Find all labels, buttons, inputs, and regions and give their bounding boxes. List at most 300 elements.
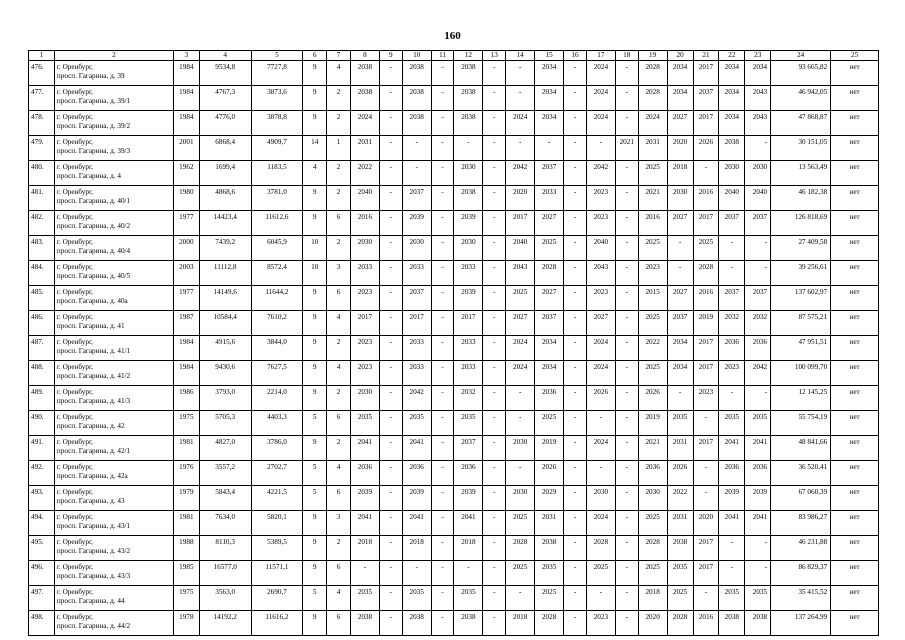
address-street: просп. Гагарина, д. 40/1 (56, 197, 131, 205)
table-cell: 2041 (350, 436, 379, 461)
address-city: г. Оренбург, (56, 63, 93, 71)
table-cell: 2027 (667, 286, 693, 311)
address-cell (54, 461, 173, 486)
table-cell: - (431, 186, 454, 211)
address-cell (54, 486, 173, 511)
table-cell: 46 942,05 (771, 86, 831, 111)
table-cell: 4 (327, 461, 351, 486)
table-cell: 55 754,19 (771, 411, 831, 436)
table-cell: 2041 (454, 511, 483, 536)
table-cell: 2033 (454, 361, 483, 386)
table-cell: 1979 (173, 486, 199, 511)
table-cell: 2019 (693, 311, 719, 336)
row-number: 496. (29, 561, 55, 586)
table-cell: 2024 (586, 361, 615, 386)
table-cell: 2017 (693, 436, 719, 461)
table-cell: - (615, 286, 638, 311)
address-city: г. Оренбург, (56, 363, 93, 371)
table-cell: 2035 (454, 411, 483, 436)
row-number: 498. (29, 611, 55, 636)
table-cell: - (483, 611, 506, 636)
address-city: г. Оренбург, (56, 463, 93, 471)
table-cell: 2035 (350, 411, 379, 436)
address-street: просп. Гагарина, д. 40а (56, 297, 128, 305)
table-cell: - (564, 361, 587, 386)
table-cell: 2030 (719, 161, 745, 186)
column-header: 6 (303, 51, 327, 61)
table-cell: 2024 (350, 111, 379, 136)
table-cell: 2003 (173, 261, 199, 286)
table-cell: 2033 (350, 261, 379, 286)
address-cell (54, 311, 173, 336)
table-cell: 2028 (638, 536, 667, 561)
table-cell: - (431, 211, 454, 236)
table-row (29, 561, 879, 586)
table-cell: 9 (303, 436, 327, 461)
table-cell: 9534,8 (199, 61, 251, 86)
table-cell: 2034 (535, 86, 564, 111)
table-cell: нет (831, 186, 879, 211)
address-city: г. Оренбург, (56, 188, 93, 196)
table-cell: - (483, 511, 506, 536)
table-cell: 2036 (454, 461, 483, 486)
table-cell: - (431, 161, 454, 186)
table-cell: - (615, 161, 638, 186)
table-cell: - (454, 136, 483, 161)
table-cell: 2022 (667, 486, 693, 511)
table-cell: нет (831, 336, 879, 361)
table-cell: 2030 (638, 486, 667, 511)
table-cell: - (431, 111, 454, 136)
address-city: г. Оренбург, (56, 313, 93, 321)
table-cell: 2030 (350, 236, 379, 261)
address-cell (54, 161, 173, 186)
page-number: 160 (444, 30, 461, 42)
table-cell: 2030 (745, 161, 771, 186)
table-cell: 2035 (402, 411, 431, 436)
table-cell: - (719, 236, 745, 261)
table-cell: нет (831, 386, 879, 411)
table-cell: - (483, 211, 506, 236)
table-cell: 10 (303, 236, 327, 261)
table-cell: - (402, 136, 431, 161)
table-cell: 2032 (745, 311, 771, 336)
column-header: 11 (431, 51, 454, 61)
table-cell: нет (831, 511, 879, 536)
table-cell: - (431, 86, 454, 111)
table-cell: 3563,0 (199, 586, 251, 611)
table-cell: 2017 (693, 111, 719, 136)
table-cell: - (564, 261, 587, 286)
address-cell (54, 386, 173, 411)
table-cell: - (431, 436, 454, 461)
address-city: г. Оренбург, (56, 388, 93, 396)
table-cell: 2043 (745, 86, 771, 111)
table-row (29, 436, 879, 461)
row-number: 483. (29, 236, 55, 261)
table-cell: 2021 (615, 136, 638, 161)
table-cell: 2017 (506, 211, 535, 236)
table-cell: 67 060,39 (771, 486, 831, 511)
table-cell: - (483, 336, 506, 361)
table-cell: 2034 (719, 111, 745, 136)
table-cell: - (431, 611, 454, 636)
table-cell: - (506, 411, 535, 436)
table-cell: 1986 (173, 386, 199, 411)
table-cell: 9 (303, 286, 327, 311)
table-cell: 2 (327, 336, 351, 361)
table-cell: 2030 (454, 161, 483, 186)
table-cell: 1976 (173, 461, 199, 486)
table-cell: 2036 (350, 461, 379, 486)
table-cell: 2020 (506, 186, 535, 211)
table-cell: 4827,0 (199, 436, 251, 461)
table-cell: 2030 (667, 186, 693, 211)
table-cell: 2039 (402, 486, 431, 511)
table-cell: 2033 (454, 261, 483, 286)
table-cell: 47 951,51 (771, 336, 831, 361)
table-cell: 2027 (535, 211, 564, 236)
table-cell: 2043 (586, 261, 615, 286)
table-cell: 126 818,69 (771, 211, 831, 236)
address-city: г. Оренбург, (56, 338, 93, 346)
table-cell: 2035 (745, 411, 771, 436)
table-cell: 2035 (667, 561, 693, 586)
table-cell: 3 (327, 511, 351, 536)
table-row (29, 111, 879, 136)
table-cell: 1984 (173, 336, 199, 361)
table-cell: 4 (327, 586, 351, 611)
table-cell: - (586, 411, 615, 436)
table-cell: 2028 (506, 536, 535, 561)
table-cell: нет (831, 486, 879, 511)
row-number: 487. (29, 336, 55, 361)
address-city: г. Оренбург, (56, 538, 93, 546)
table-cell: 2041 (402, 511, 431, 536)
table-cell: 2037 (667, 311, 693, 336)
table-cell: нет (831, 61, 879, 86)
table-cell: 2038 (454, 111, 483, 136)
table-cell: 2028 (693, 261, 719, 286)
column-header: 9 (379, 51, 402, 61)
table-cell: - (431, 311, 454, 336)
table-cell: 4868,6 (199, 186, 251, 211)
table-cell: - (615, 561, 638, 586)
table-cell: 2036 (719, 336, 745, 361)
address-city: г. Оренбург, (56, 288, 93, 296)
address-cell (54, 586, 173, 611)
table-cell: - (379, 61, 402, 86)
table-cell: 2024 (506, 336, 535, 361)
table-cell: нет (831, 111, 879, 136)
table-cell: - (379, 286, 402, 311)
column-header: 10 (402, 51, 431, 61)
row-number: 491. (29, 436, 55, 461)
table-cell: 2034 (535, 61, 564, 86)
table-cell: 2025 (638, 236, 667, 261)
table-cell: 2025 (638, 161, 667, 186)
table-cell: - (564, 586, 587, 611)
table-row (29, 486, 879, 511)
table-cell: 2035 (402, 586, 431, 611)
table-cell: 93 665,82 (771, 61, 831, 86)
table-cell: 2040 (350, 186, 379, 211)
table-cell: 2039 (454, 286, 483, 311)
address-cell (54, 411, 173, 436)
table-cell: 2031 (350, 136, 379, 161)
address-cell (54, 536, 173, 561)
table-cell: 5 (303, 586, 327, 611)
table-cell: - (350, 561, 379, 586)
table-cell: 2025 (667, 586, 693, 611)
table-cell: 8110,3 (199, 536, 251, 561)
table-cell: 9 (303, 111, 327, 136)
column-header: 4 (199, 51, 251, 61)
table-cell: - (719, 561, 745, 586)
table-cell: 2037 (745, 286, 771, 311)
table-cell: нет (831, 536, 879, 561)
table-cell: 2028 (638, 61, 667, 86)
table-cell: - (431, 561, 454, 586)
table-cell: - (564, 186, 587, 211)
table-cell: 2 (327, 86, 351, 111)
table-cell: 2038 (667, 536, 693, 561)
table-cell: 6 (327, 286, 351, 311)
table-cell: - (564, 136, 587, 161)
table-cell: 83 986,27 (771, 511, 831, 536)
table-cell: - (483, 86, 506, 111)
table-cell: 2016 (693, 286, 719, 311)
table-cell: нет (831, 611, 879, 636)
table-cell: 2036 (719, 461, 745, 486)
table-cell: 1984 (173, 361, 199, 386)
table-cell: - (667, 236, 693, 261)
table-cell: 2017 (693, 361, 719, 386)
table-cell: 2031 (667, 511, 693, 536)
table-row (29, 261, 879, 286)
table-cell: 2041 (745, 511, 771, 536)
table-cell: 2037 (719, 286, 745, 311)
table-cell: 6 (327, 611, 351, 636)
row-number: 488. (29, 361, 55, 386)
table-cell: 2025 (638, 511, 667, 536)
table-cell: 137 602,97 (771, 286, 831, 311)
table-cell: 2041 (719, 511, 745, 536)
table-cell: 3 (327, 261, 351, 286)
table-cell: - (745, 536, 771, 561)
table-cell: 2017 (454, 311, 483, 336)
table-cell: 2020 (693, 511, 719, 536)
table-cell: 2039 (350, 486, 379, 511)
table-cell: 2029 (535, 486, 564, 511)
table-cell: 9430,6 (199, 361, 251, 386)
table-cell: 10584,4 (199, 311, 251, 336)
table-cell: - (615, 586, 638, 611)
table-cell: 2025 (506, 511, 535, 536)
table-cell: 2017 (693, 336, 719, 361)
table-cell: 2041 (350, 511, 379, 536)
table-cell: - (483, 436, 506, 461)
table-cell: - (564, 536, 587, 561)
table-cell: - (667, 261, 693, 286)
table-cell: - (745, 136, 771, 161)
table-cell: 2 (327, 536, 351, 561)
table-cell: 4 (327, 361, 351, 386)
address-street: просп. Гагарина, д. 41/3 (56, 397, 131, 405)
table-cell: 4 (327, 61, 351, 86)
table-row (29, 611, 879, 636)
table-cell: 2026 (693, 136, 719, 161)
table-cell: - (615, 411, 638, 436)
table-cell: 2023 (719, 361, 745, 386)
row-number: 497. (29, 586, 55, 611)
table-cell: 4403,3 (251, 411, 303, 436)
table-cell: 2027 (667, 211, 693, 236)
address-cell (54, 136, 173, 161)
table-row (29, 211, 879, 236)
table-cell: нет (831, 586, 879, 611)
table-cell: 2016 (638, 211, 667, 236)
table-cell: 2040 (586, 236, 615, 261)
column-header: 16 (564, 51, 587, 61)
table-cell: - (483, 161, 506, 186)
table-cell: 2000 (173, 236, 199, 261)
table-cell: - (506, 136, 535, 161)
table-cell: - (431, 336, 454, 361)
table-cell: 2 (327, 186, 351, 211)
table-cell: 2021 (638, 436, 667, 461)
table-cell: - (379, 236, 402, 261)
table-cell: - (586, 461, 615, 486)
table-cell: нет (831, 311, 879, 336)
table-cell: 2016 (693, 611, 719, 636)
address-street: просп. Гагарина, д. 39/2 (56, 122, 131, 130)
table-cell: 3873,6 (251, 86, 303, 111)
table-cell: 2035 (719, 411, 745, 436)
table-cell: 2037 (719, 211, 745, 236)
table-cell: - (615, 111, 638, 136)
table-cell: 2023 (350, 336, 379, 361)
address-cell (54, 561, 173, 586)
table-cell: 2038 (454, 86, 483, 111)
table-cell: - (719, 386, 745, 411)
table-cell: 2038 (454, 61, 483, 86)
column-header: 13 (483, 51, 506, 61)
table-body (29, 61, 879, 636)
table-row (29, 386, 879, 411)
table-cell: 2018 (454, 536, 483, 561)
table-cell: 2040 (745, 186, 771, 211)
row-number: 489. (29, 386, 55, 411)
table-cell: - (431, 536, 454, 561)
table-cell: 2023 (586, 186, 615, 211)
table-cell: 2025 (638, 361, 667, 386)
table-cell: - (615, 511, 638, 536)
table-cell: 2690,7 (251, 586, 303, 611)
table-cell: - (483, 186, 506, 211)
table-cell: 1975 (173, 411, 199, 436)
table-cell: 4909,7 (251, 136, 303, 161)
address-city: г. Оренбург, (56, 413, 93, 421)
table-cell: 2023 (350, 361, 379, 386)
table-cell: 2032 (719, 311, 745, 336)
address-street: просп. Гагарина, д. 40/4 (56, 247, 131, 255)
table-cell: - (564, 236, 587, 261)
table-cell: - (535, 136, 564, 161)
table-cell: 1977 (173, 211, 199, 236)
table-cell: 2031 (535, 511, 564, 536)
table-cell: - (483, 586, 506, 611)
table-cell: 2034 (667, 336, 693, 361)
table-cell: - (745, 261, 771, 286)
table-cell: - (615, 261, 638, 286)
address-street: просп. Гагарина, д. 40/5 (56, 272, 131, 280)
table-cell: 2019 (638, 411, 667, 436)
table-cell: 7627,5 (251, 361, 303, 386)
table-cell: - (745, 386, 771, 411)
address-city: г. Оренбург, (56, 488, 93, 496)
table-cell: 2040 (506, 236, 535, 261)
table-cell: - (745, 561, 771, 586)
table-cell: - (379, 386, 402, 411)
table-cell: - (379, 611, 402, 636)
table-cell: - (402, 561, 431, 586)
table-cell: 5 (303, 461, 327, 486)
table-cell: 2025 (506, 286, 535, 311)
table-cell: 2028 (535, 261, 564, 286)
row-number: 495. (29, 536, 55, 561)
table-cell: 10 (303, 261, 327, 286)
table-cell: 2702,7 (251, 461, 303, 486)
table-cell: - (379, 211, 402, 236)
table-cell: - (615, 336, 638, 361)
table-cell: 2034 (719, 61, 745, 86)
table-cell: 100 099,70 (771, 361, 831, 386)
table-cell: - (379, 261, 402, 286)
table-cell: 2042 (506, 161, 535, 186)
table-row (29, 336, 879, 361)
table-cell: - (615, 236, 638, 261)
address-city: г. Оренбург, (56, 563, 93, 571)
table-cell: 2024 (586, 436, 615, 461)
column-header: 3 (173, 51, 199, 61)
address-street: просп. Гагарина, д. 40/2 (56, 222, 131, 230)
table-cell: 2038 (719, 611, 745, 636)
address-city: г. Оренбург, (56, 513, 93, 521)
table-cell: - (483, 361, 506, 386)
table-cell: 7439,2 (199, 236, 251, 261)
address-city: г. Оренбург, (56, 213, 93, 221)
column-header: 5 (251, 51, 303, 61)
table-cell: - (379, 511, 402, 536)
table-cell: 2035 (745, 586, 771, 611)
table-cell: 2016 (693, 186, 719, 211)
table-cell: нет (831, 211, 879, 236)
table-cell: 2028 (638, 86, 667, 111)
table-cell: 46 182,38 (771, 186, 831, 211)
address-cell (54, 511, 173, 536)
table-cell: 2027 (535, 286, 564, 311)
column-header: 20 (667, 51, 693, 61)
table-cell: 2024 (586, 111, 615, 136)
table-cell: 2019 (535, 436, 564, 461)
table-cell: 2023 (586, 611, 615, 636)
table-cell: 2031 (638, 136, 667, 161)
table-cell: 2034 (535, 361, 564, 386)
row-number: 480. (29, 161, 55, 186)
table-cell: 2035 (350, 586, 379, 611)
table-cell: - (564, 161, 587, 186)
